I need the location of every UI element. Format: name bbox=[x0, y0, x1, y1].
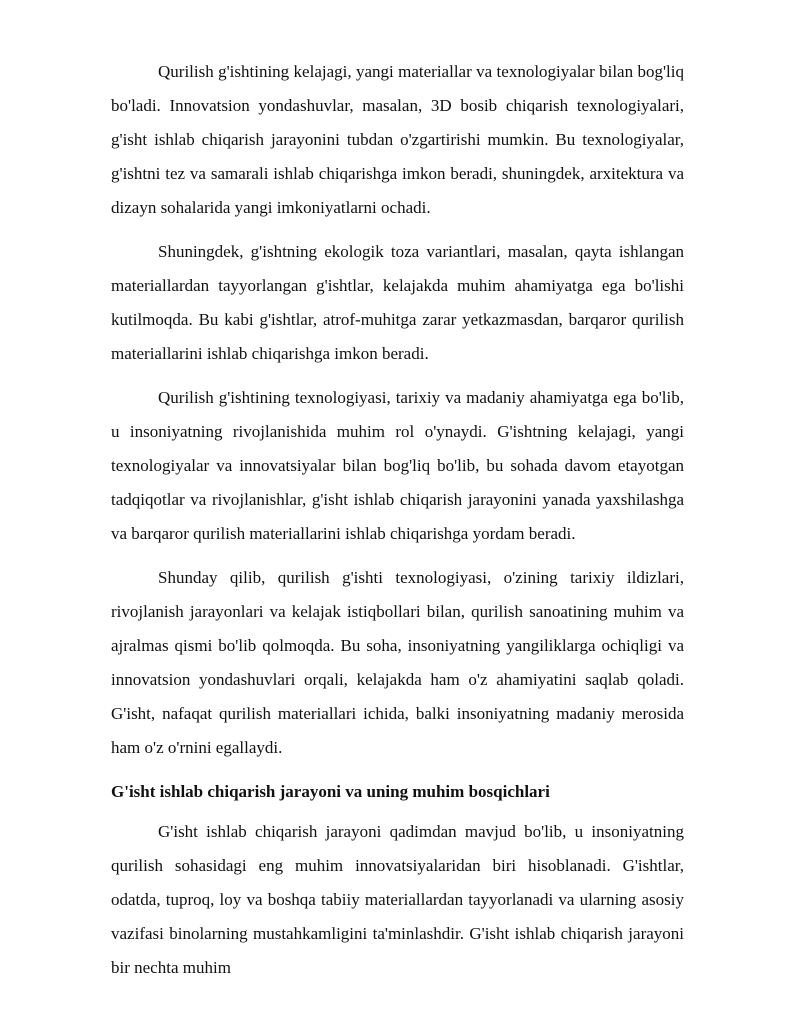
document-body bbox=[111, 55, 684, 995]
paragraph-conclusion: Shunday qilib, qurilish g'ishti texnologiyasi, o'zining tarixiy ildizlari, rivojlanish jarayonlari va kelajak istiqbollari bilan, qurilish sanoatining muhim va ajralmas qismi bo'lib qolmoqda. Bu soha, insoniyatning yangiliklarga ochiqligi va innovatsion yondashuvlari orqali, kelajakda ham o'z ahamiyatini saqlab qoladi. G'isht, nafaqat qurilish materiallari ichida, balki insoniyatning madaniy merosida ham o'z o'rnini egallaydi. bbox=[111, 568, 684, 757]
paragraph-brick-technology-significance: Qurilish g'ishtining texnologiyasi, tarixiy va madaniy ahamiyatga ega bo'lib, u insoniyatning rivojlanishida muhim rol o'ynaydi. G'ishtning kelajagi, yangi texnologiyalar va innovatsiyalar bilan bog'liq bo'lib, bu sohada davom etayotgan tadqiqotlar va rivojlanishlar, g'isht ishlab chiqarish jarayonini yanada yaxshilashga va barqaror qurilish materiallarini ishlab chiqarishga yordam beradi. bbox=[111, 388, 684, 543]
paragraph-future-of-brick: Qurilish g'ishtining kelajagi, yangi materiallar va texnologiyalar bilan bog'liq bo'ladi. Innovatsion yondashuvlar, masalan, 3D bosib chiqarish texnologiyalari, g'isht ishlab chiqarish jarayonini tubdan o'zgartirishi mumkin. Bu texnologiyalar, g'ishtni tez va samarali ishlab chiqarishga imkon beradi, shuningdek, arxitektura va dizayn sohalarida yangi imkoniyatlarni ochadi. bbox=[111, 62, 684, 217]
paragraph-eco-bricks: Shuningdek, g'ishtning ekologik toza variantlari, masalan, qayta ishlangan materiallardan tayyorlangan g'ishtlar, kelajakda muhim ahamiyatga ega bo'lishi kutilmoqda. Bu kabi g'ishtlar, atrof-muhitga zarar yetkazmasdan, barqaror qurilish materiallarini ishlab chiqarishga imkon beradi. bbox=[111, 242, 684, 363]
paragraph-production-process: G'isht ishlab chiqarish jarayoni qadimdan mavjud bo'lib, u insoniyatning qurilish sohasidagi eng muhim innovatsiyalaridan biri hisoblanadi. G'ishtlar, odatda, tuproq, loy va boshqa tabiiy materiallardan tayyorlanadi va ularning asosiy vazifasi binolarning mustahkamligini ta'minlashdir. G'isht ishlab chiqarish jarayoni bir nechta muhim bbox=[111, 822, 684, 977]
section-heading: G'isht ishlab chiqarish jarayoni va uning muhim bosqichlari bbox=[111, 782, 550, 801]
